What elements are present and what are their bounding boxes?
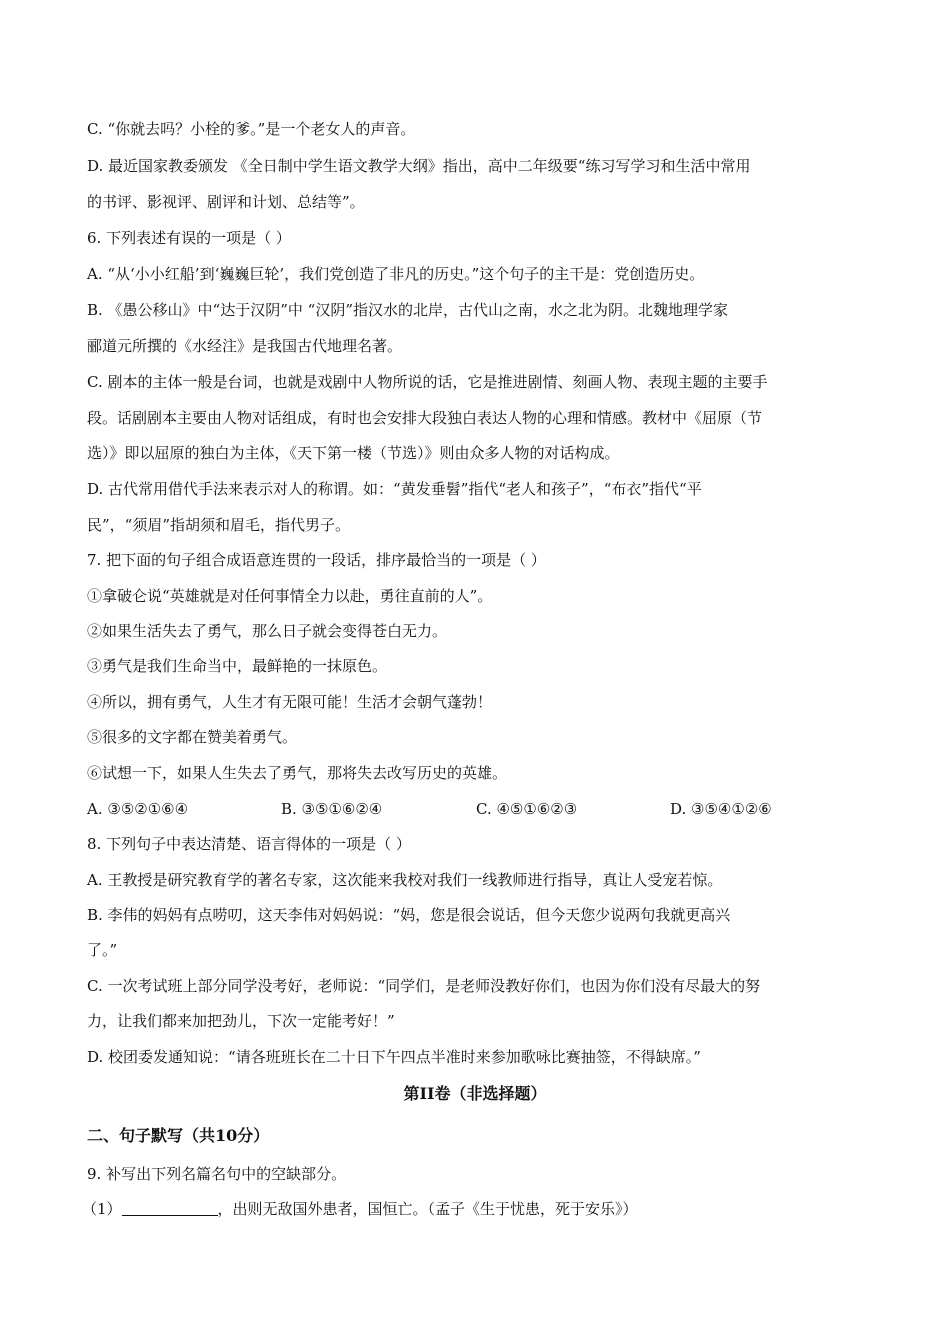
q6-option-d-line1: D. 古代常用借代手法来表示对人的称谓。如：“黄发垂髫”指代“老人和孩子”，“布衣”指代“平	[87, 480, 702, 498]
q6-option-c-line2: 段。话剧剧本主要由人物对话组成，有时也会安排大段独白表达人物的心理和情感。教材中《屈原（节	[87, 409, 763, 427]
q7-sentence-5: ⑤很多的文字都在赞美着勇气。	[87, 728, 298, 746]
q5-option-c: C. “你就去吗？小栓的爹。”是一个老女人的声音。	[87, 120, 416, 138]
question-9: 9. 补写出下列名篇名句中的空缺部分。	[87, 1165, 347, 1183]
q8-option-d: D. 校团委发通知说：“请各班班长在二十日下午四点半准时来参加歌咏比赛抽签，不得缺席。”	[87, 1048, 701, 1066]
q7-sentence-1: ①拿破仑说“英雄就是对任何事情全力以赴，勇往直前的人”。	[87, 587, 493, 605]
q7-sentence-3: ③勇气是我们生命当中，最鲜艳的一抹原色。	[87, 657, 388, 675]
q6-option-b-line2: 郦道元所撰的《水经注》是我国古代地理名著。	[87, 337, 403, 355]
q8-option-c-line1: C. 一次考试班上部分同学没考好，老师说：“同学们，是老师没教好你们，也因为你们没有尽最大的努	[87, 977, 761, 995]
question-7: 7. 把下面的句子组合成语意连贯的一段话，排序最恰当的一项是（ ）	[87, 551, 546, 569]
q5-option-d-line2: 的书评、影视评、剧评和计划、总结等”。	[87, 193, 365, 211]
q9-item-1-text: ，出则无敌国外患者，国恒亡。（孟子《生于忧患，死于安乐》）	[217, 1200, 638, 1218]
q7-sentence-4: ④所以，拥有勇气，人生才有无限可能！生活才会朝气蓬勃！	[87, 693, 493, 711]
q6-option-c-line1: C. 剧本的主体一般是台词，也就是戏剧中人物所说的话，它是推进剧情、刻画人物、表现主题的主要手	[87, 373, 768, 391]
part-title: 第II卷（非选择题）	[403, 1084, 547, 1103]
q8-option-c-line2: 力，让我们都来加把劲儿，下次一定能考好！”	[87, 1012, 395, 1030]
q6-option-b-line1: B. 《愚公移山》中“达于汉阴”中 “汉阴”指汉水的北岸，古代山之南，水之北为阴。北魏地理学家	[87, 301, 729, 319]
q7-sentence-6: ⑥试想一下，如果人生失去了勇气，那将失去改写历史的英雄。	[87, 764, 508, 782]
q6-option-c-line3: 选）》即以屈原的独白为主体，《天下第一楼（节选）》则由众多人物的对话构成。	[87, 444, 620, 462]
section-title: 二、句子默写（共10分）	[87, 1126, 270, 1145]
q9-item-1	[82, 1199, 638, 1219]
q7-option-d: D. ③⑤④①②⑥	[670, 800, 772, 818]
q8-option-b-line2: 了。”	[87, 941, 118, 959]
q9-item-1-number: （1）	[82, 1200, 122, 1218]
q7-option-c: C. ④⑤①⑥②③	[476, 800, 578, 818]
question-8: 8. 下列句子中表达清楚、语言得体的一项是（ ）	[87, 835, 411, 853]
q6-option-d-line2: 民”，“须眉”指胡须和眉毛，指代男子。	[87, 516, 351, 534]
question-6: 6. 下列表述有误的一项是（ ）	[87, 229, 291, 247]
q7-sentence-2: ②如果生活失去了勇气，那么日子就会变得苍白无力。	[87, 622, 448, 640]
q9-item-1-blank[interactable]	[122, 1201, 218, 1216]
q8-option-a: A. 王教授是研究教育学的著名专家，这次能来我校对我们一线教师进行指导，真让人受宠若惊。	[87, 871, 723, 889]
q7-option-a: A. ③⑤②①⑥④	[87, 800, 189, 818]
q6-option-a: A. “从‘小小红船’到‘巍巍巨轮’，我们党创造了非凡的历史。”这个句子的主干是：党创造历史。	[87, 265, 705, 283]
q8-option-b-line1: B. 李伟的妈妈有点唠叨，这天李伟对妈妈说：“妈，您是很会说话，但今天您少说两句我就更高兴	[87, 906, 731, 924]
q7-option-b: B. ③⑤①⑥②④	[281, 800, 383, 818]
q5-option-d-line1: D. 最近国家教委颁发 《全日制中学生语文教学大纲》指出，高中二年级要“练习写学习和生活中常用	[87, 157, 751, 175]
